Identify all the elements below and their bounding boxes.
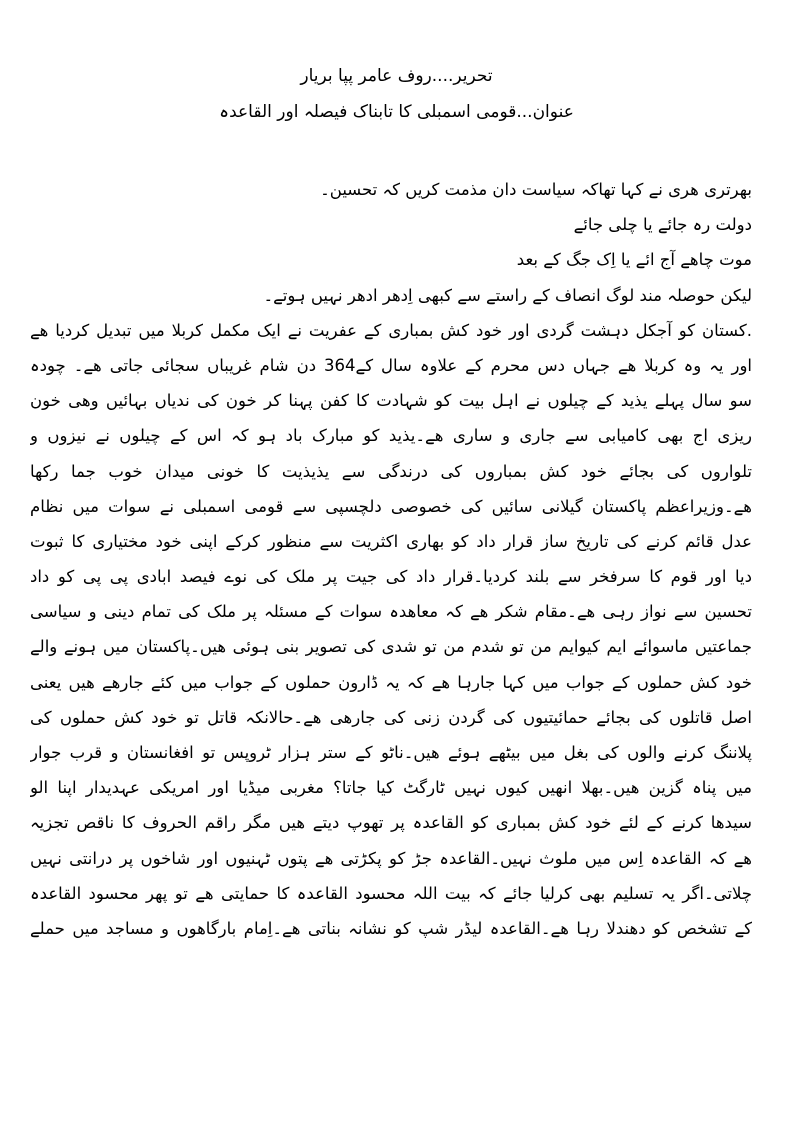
paragraph-line: اور یہ وہ کربلا ھے جہاں دس محرم کے علاوہ سال کے364 دن شام غریباں سجائی جاتی ھے۔ چودہ xyxy=(30,355,752,375)
paragraph-line: موت چاھے آج ائے یا اِک جگ کے بعد xyxy=(516,250,752,270)
paragraph-line: تحسین سے نواز رہی ھے۔مقام شکر ھے کہ معاھدہ سوات کے مسئلہ پر ملک کی تمام دینی و سیاسی xyxy=(30,602,752,622)
paragraph-line: ھے۔وزیراعظم پاکستان گیلانی سائیں کی خصوصی دلچسپی سے قومی اسمبلی نے سوات میں نظام xyxy=(30,496,752,516)
article-header xyxy=(0,58,793,130)
article-body xyxy=(30,172,752,946)
paragraph-line: دیا اور قوم کا سرفخر سے بلند کردیا۔قرار داد کی جیت پر ملک کی نوے فیصد ابادی پی پی کو داد xyxy=(30,567,752,587)
paragraph-line: سو سال پہلے یذید کے چیلوں نے اہل بیت کو شہادت کا کفن پہنا کر خون کی ندیاں بہائیں وھی خون xyxy=(30,391,752,411)
paragraph-line: .کستان کو آجکل دہشت گردی اور خود کش بمباری کے عفریت نے ایک مکمل کربلا میں تبدیل کردیا ھے xyxy=(30,320,752,340)
paragraph-line: عدل قائم کرنے کی تاریخ ساز قرار داد کو بھاری اکثریت سے منظور کرکے اپنی خود مختیاری کا ثبوت xyxy=(30,531,752,551)
paragraph-line: چلاتی۔اگر یہ تسلیم بھی کرلیا جائے کہ بیت اللہ محسود القاعدہ کا حمایتی ھے تو پھر محسود القاعدہ xyxy=(30,883,752,903)
paragraph-line: سیدھا کرنے کے لئے خود کش بمباری کو القاعدہ پر تھوپ دیتے ھیں مگر راقم الحروف کا ناقص تجزیہ xyxy=(30,813,752,833)
paragraph-line: بھرتری ھری نے کہا تھاکہ سیاست دان مذمت کریں کہ تحسین۔ xyxy=(320,180,752,199)
paragraph-line: میں پناہ گزین ھیں۔بھلا انھیں کیوں نہیں ٹارگٹ کیا جاتا؟ مغربی میڈیا اور امریکی عہدیدار اپنا الو xyxy=(30,778,752,798)
paragraph-line: کے تشخص کو دھندلا رہا ھے۔القاعدہ لیڈر شپ کو نشانہ بناتی ھے۔اِمام بارگاھوں و مساجد میں حملے xyxy=(30,918,752,938)
paragraph-line: دولت رہ جائے یا چلی جائے xyxy=(573,215,752,235)
paragraph-line: تلواروں کی بجائے خود کش بمباروں کی درندگی سے یذیذیت کا خونی میدان خوب جما رکھا xyxy=(30,461,752,481)
paragraph-line: لیکن حوصلہ مند لوگ انصاف کے راستے سے کبھی اِدھر ادھر نہیں ہوتے۔ xyxy=(263,285,752,305)
paragraph-line: پلاننگ کرنے والوں کی بغل میں بیٹھے ہوئے ھیں۔ناٹو کے ستر ہزار ٹروپس تو افغانستان و قرب جوار xyxy=(30,743,752,762)
paragraph-line: اصل قاتلوں کی بجائے حمائیتیوں کی گردن زنی کی جارھی ھے۔حالانکہ قاتل تو خود کش حملوں کی xyxy=(30,707,752,727)
paragraph-line: خود کش حملوں کے جواب میں کہا جارہا ھے کہ یہ ڈارون حملوں کے جواب میں کئے جارھے ھیں یعنی xyxy=(30,672,752,692)
paragraph-line: ریزی اج بھی کامیابی سے جاری و ساری ھے۔یذید کو مبارک باد ہو کہ اس کے چیلوں نے نیزوں و xyxy=(30,426,752,446)
paragraph-line: ھے کہ القاعدہ اِس میں ملوث نہیں۔القاعدہ جڑ کو پکڑتی ھے پتوں ٹہنیوں اور شاخوں پر درانتی نہیں xyxy=(30,848,752,868)
author-line: تحریر....روف عامر پپا بریار xyxy=(300,66,493,86)
article-title: عنوان...قومی اسمبلی کا تابناک فیصلہ اور القاعدہ xyxy=(219,102,574,122)
paragraph-line: جماعتیں ماسوائے ایم کیوایم من تو شدم من تو شدی کی تصویر بنی ہوئی ھیں۔پاکستان میں ہونے والے xyxy=(30,637,752,657)
